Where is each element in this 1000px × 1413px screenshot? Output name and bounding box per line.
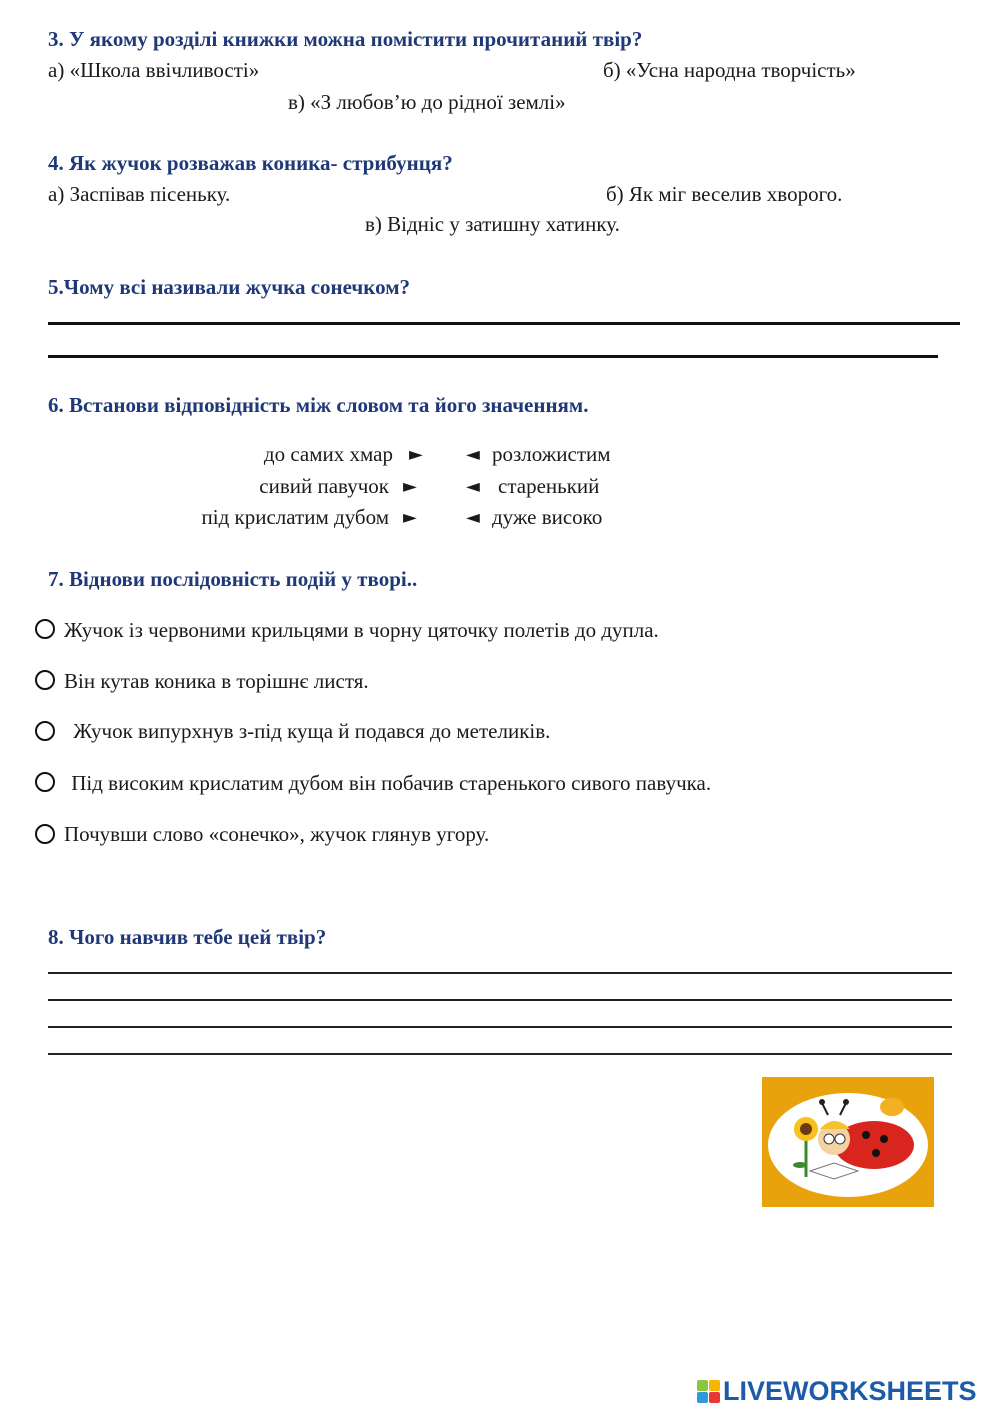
question-6-title: 6. Встанови відповідність між словом та його значенням. bbox=[48, 393, 589, 417]
liveworksheets-logo-icon bbox=[697, 1380, 720, 1403]
answer-line[interactable] bbox=[48, 972, 952, 974]
match-left-item: до самих хмар bbox=[263, 442, 393, 466]
sequence-item: Він кутав коника в торішнє листя. bbox=[64, 669, 369, 693]
logo-tile bbox=[709, 1380, 720, 1391]
left-arrow-icon[interactable]: ◄ bbox=[466, 444, 480, 465]
question-4-title: 4. Як жучок розважав коника- стрибунця? bbox=[48, 151, 453, 175]
question-5-title: 5.Чому всі називали жучка сонечком? bbox=[48, 275, 411, 299]
radio-circle-icon[interactable] bbox=[35, 670, 55, 690]
right-arrow-icon[interactable]: ► bbox=[403, 507, 417, 528]
logo-text: LIVEWORKSHEETS bbox=[723, 1376, 977, 1406]
answer-line[interactable] bbox=[48, 999, 952, 1001]
right-arrow-icon[interactable]: ► bbox=[403, 476, 417, 497]
question-8-title: 8. Чого навчив тебе цей твір? bbox=[48, 925, 327, 949]
answer-line[interactable] bbox=[48, 322, 960, 325]
question-7-title: 7. Віднови послідовність подій у творі.. bbox=[48, 567, 418, 591]
question-3-option-b: б) «Усна народна творчість» bbox=[603, 58, 856, 82]
radio-circle-icon[interactable] bbox=[35, 824, 55, 844]
question-4-option-a: а) Заспівав пісеньку. bbox=[48, 182, 231, 206]
question-4-option-b: б) Як міг веселив хворого. bbox=[606, 182, 843, 206]
logo-tile bbox=[709, 1392, 720, 1403]
sequence-item: Почувши слово «сонечко», жучок глянув угору. bbox=[64, 822, 490, 846]
question-3-option-c: в) «З любов’ю до рідної землі» bbox=[288, 90, 566, 114]
radio-circle-icon[interactable] bbox=[35, 619, 55, 639]
right-arrow-icon[interactable]: ► bbox=[409, 444, 423, 465]
sequence-item: Під високим крислатим дубом він побачив старенького сивого павучка. bbox=[66, 771, 712, 795]
match-right-item: дуже високо bbox=[492, 505, 603, 529]
ladybug-illustration bbox=[762, 1077, 934, 1207]
match-left-item: під крислатим дубом bbox=[201, 505, 389, 529]
answer-line[interactable] bbox=[48, 1053, 952, 1055]
match-right-item: розложистим bbox=[492, 442, 611, 466]
left-arrow-icon[interactable]: ◄ bbox=[466, 476, 480, 497]
question-4-option-c: в) Відніс у затишну хатинку. bbox=[365, 212, 620, 236]
sequence-item: Жучок із червоними крильцями в чорну цяточку полетів до дупла. bbox=[64, 618, 659, 642]
sequence-item: Жучок випурхнув з-під куща й подався до метеликів. bbox=[68, 719, 551, 743]
radio-circle-icon[interactable] bbox=[35, 772, 55, 792]
match-right-item: старенький bbox=[498, 474, 600, 498]
radio-circle-icon[interactable] bbox=[35, 721, 55, 741]
logo-tile bbox=[697, 1380, 708, 1391]
logo-tile bbox=[697, 1392, 708, 1403]
answer-line[interactable] bbox=[48, 1026, 952, 1028]
left-arrow-icon[interactable]: ◄ bbox=[466, 507, 480, 528]
liveworksheets-logo[interactable] bbox=[697, 1378, 977, 1405]
match-left-item: сивий павучок bbox=[259, 474, 389, 498]
question-3-title: 3. У якому розділі книжки можна помістити прочитаний твір? bbox=[48, 27, 643, 51]
question-3-option-a: а) «Школа ввічливості» bbox=[48, 58, 260, 82]
answer-line[interactable] bbox=[48, 355, 938, 358]
ladybug-illustration-svg bbox=[762, 1077, 934, 1207]
